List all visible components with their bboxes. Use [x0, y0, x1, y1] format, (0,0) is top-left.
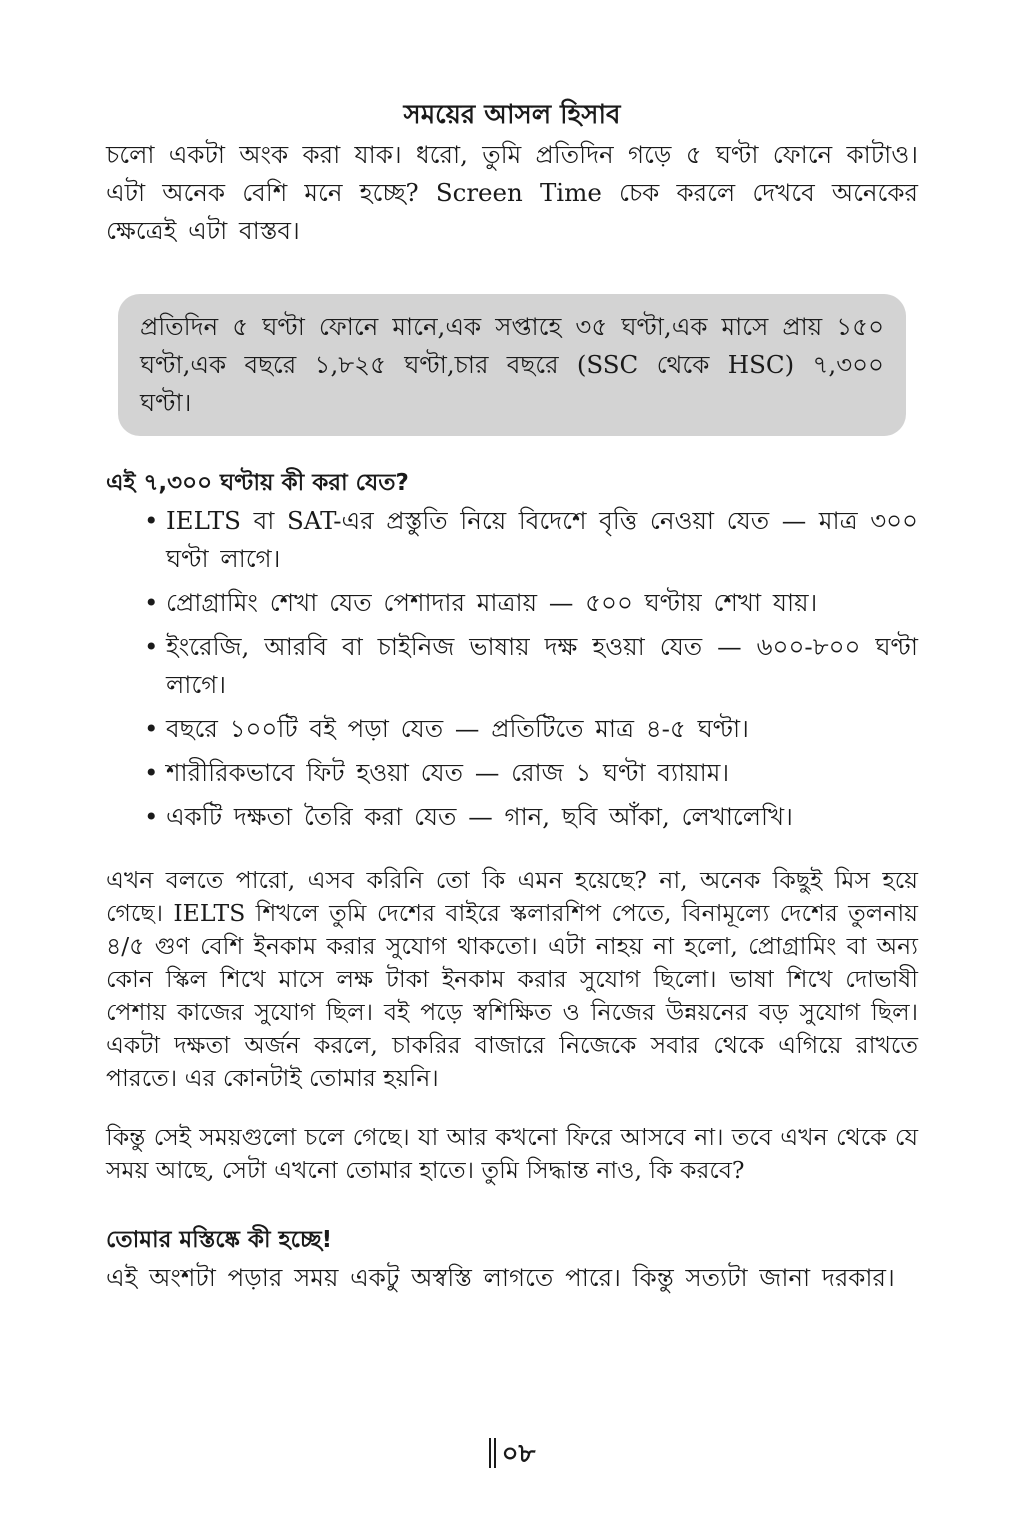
intro-paragraph: চলো একটা অংক করা যাক। ধরো, তুমি প্রতিদিন গড়ে ৫ ঘণ্টা ফোনে কাটাও। এটা অনেক বেশি মনে হচ্ছে? Screen Time চেক করলে দেখবে অনেকের ক্ষেত্রেই এটা বাস্তব।: [106, 140, 918, 245]
body-paragraph-time-gone: কিন্তু সেই সময়গুলো চলে গেছে। যা আর কখনো ফিরে আসবে না। তবে এখন থেকে যে সময় আছে, সেটা এখনো তোমার হাতে। তুমি সিদ্ধান্ত নাও, কি করবে?: [106, 1123, 918, 1184]
section-title: সময়ের আসল হিসাব: [403, 100, 621, 130]
callout-box: [118, 294, 906, 436]
bullet-icon: •: [144, 714, 159, 743]
body-paragraph-discomfort: এই অংশটা পড়ার সময় একটু অস্বস্তি লাগতে পারে। কিন্তু সত্যটা জানা দরকার।: [106, 1263, 895, 1292]
list-item: [144, 754, 918, 792]
bullet-icon: •: [144, 506, 159, 535]
bullet-icon: •: [144, 802, 159, 831]
subheading-brain: তোমার মস্তিষ্কে কী হচ্ছে!: [106, 1227, 333, 1253]
list-item: [144, 584, 918, 622]
page-content: [106, 96, 918, 1297]
list-item-text: IELTS বা SAT-এর প্রস্তুতি নিয়ে বিদেশে বৃত্তি নেওয়া যেত — মাত্র ৩০০ ঘণ্টা লাগে।: [166, 506, 918, 573]
bullet-icon: •: [144, 758, 159, 787]
bullet-icon: •: [144, 588, 159, 617]
subheading-what-could-be-done: এই ৭,৩০০ ঘণ্টায় কী করা যেত?: [106, 470, 409, 496]
list-item-text: শারীরিকভাবে ফিট হওয়া যেত — রোজ ১ ঘণ্টা ব্যায়াম।: [166, 758, 730, 787]
double-bar-icon: [489, 1438, 496, 1468]
page-number-text: ০৮: [501, 1439, 536, 1469]
bullet-list: [106, 502, 918, 836]
page-number: [0, 1436, 1024, 1472]
list-item: [144, 798, 918, 836]
body-paragraph-missed-opportunities: এখন বলতে পারো, এসব করিনি তো কি এমন হয়েছে? না, অনেক কিছুই মিস হয়ে গেছে। IELTS শিখলে তুমি দেশের বাইরে স্কলারশিপ পেতে, বিনামূল্যে দেশের তুলনায় ৪/৫ গুণ বেশি ইনকাম করার সুযোগ থাকতো। এটা নাহয় না হলো, প্রোগ্রামিং বা অন্য কোন স্কিল শিখে মাসে লক্ষ টাকা ইনকাম করার সুযোগ ছিলো। ভাষা শিখে দোভাষী পেশায় কাজের সুযোগ ছিল। বই পড়ে স্বশিক্ষিত ও নিজের উন্নয়নের বড় সুযোগ ছিল। একটা দক্ষতা অর্জন করলে, চাকরির বাজারে নিজেকে সবার থেকে এগিয়ে রাখতে পারতে। এর কোনটাই তোমার হয়নি।: [106, 866, 918, 1092]
list-item-text: একটি দক্ষতা তৈরি করা যেত — গান, ছবি আঁকা, লেখালেখি।: [166, 802, 793, 831]
callout-text: প্রতিদিন ৫ ঘণ্টা ফোনে মানে,এক সপ্তাহে ৩৫ ঘণ্টা,এক মাসে প্রায় ১৫০ ঘণ্টা,এক বছরে ১,৮২৫ ঘণ্টা,চার বছরে (SSC থেকে HSC) ৭,৩০০ ঘণ্টা।: [140, 312, 884, 417]
list-item-text: ইংরেজি, আরবি বা চাইনিজ ভাষায় দক্ষ হওয়া যেত — ৬০০-৮০০ ঘণ্টা লাগে।: [166, 632, 918, 699]
bullet-icon: •: [144, 632, 159, 661]
list-item: [144, 502, 918, 578]
list-item-text: বছরে ১০০টি বই পড়া যেত — প্রতিটিতে মাত্র ৪-৫ ঘণ্টা।: [166, 714, 749, 743]
list-item-text: প্রোগ্রামিং শেখা যেত পেশাদার মাত্রায় — ৫০০ ঘণ্টায় শেখা যায়।: [166, 588, 818, 617]
list-item: [144, 710, 918, 748]
list-item: [144, 628, 918, 704]
